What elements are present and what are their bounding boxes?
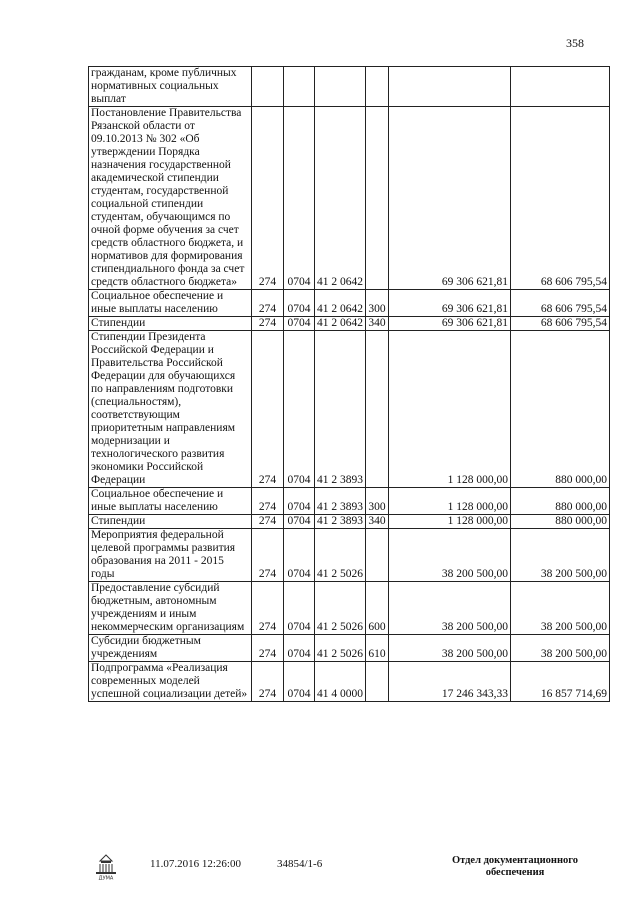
- row-sum-2015: 69 306 621,81: [389, 107, 511, 290]
- row-sum-2015: 69 306 621,81: [389, 317, 511, 331]
- row-article: 41 2 3893: [315, 331, 366, 488]
- row-article: 41 2 3893: [315, 488, 366, 515]
- row-article: 41 2 5026: [315, 529, 366, 582]
- row-sum-2015: [389, 67, 511, 107]
- row-sum-executed: 38 200 500,00: [511, 582, 610, 635]
- row-article: 41 2 0642: [315, 290, 366, 317]
- row-sum-executed: 880 000,00: [511, 515, 610, 529]
- row-sum-2015: 1 128 000,00: [389, 488, 511, 515]
- row-name: Постановление Правительства Рязанской области от 09.10.2013 № 302 «Об утверждении Порядка назначения государственной академической стипендии студентам, государственной социальной стипендии студентам, обучающимся по очной форме обучения за счет средств областного бюджета, и нормативов для формирования стипендиального фонда за счет средств областного бюджета»: [89, 107, 252, 290]
- row-code: 274: [252, 107, 284, 290]
- row-section: 0704: [284, 290, 315, 317]
- row-code: 274: [252, 662, 284, 702]
- row-type: [366, 331, 389, 488]
- row-type: [366, 107, 389, 290]
- logo-text: ДУМА: [98, 875, 114, 880]
- table-row: [89, 290, 610, 317]
- footer-document-code: 34854/1-6: [277, 858, 323, 870]
- row-sum-executed: 880 000,00: [511, 331, 610, 488]
- duma-building-icon: [92, 854, 120, 880]
- row-article: 41 2 5026: [315, 635, 366, 662]
- row-type: 600: [366, 582, 389, 635]
- row-name: Подпрограмма «Реализация современных моделей успешной социализации детей»: [89, 662, 252, 702]
- table-row: [89, 331, 610, 488]
- table-row: [89, 107, 610, 290]
- row-sum-executed: 38 200 500,00: [511, 529, 610, 582]
- row-code: 274: [252, 488, 284, 515]
- row-name: Мероприятия федеральной целевой программы развития образования на 2011 - 2015 годы: [89, 529, 252, 582]
- table-row: [89, 515, 610, 529]
- footer-department: Отдел документационного обеспечения: [451, 855, 579, 878]
- row-article: 41 2 3893: [315, 515, 366, 529]
- row-section: 0704: [284, 529, 315, 582]
- row-sum-2015: 38 200 500,00: [389, 529, 511, 582]
- budget-table-body: [89, 67, 610, 702]
- row-sum-2015: 17 246 343,33: [389, 662, 511, 702]
- row-article: [315, 67, 366, 107]
- row-type: 340: [366, 317, 389, 331]
- row-sum-2015: 69 306 621,81: [389, 290, 511, 317]
- row-section: 0704: [284, 662, 315, 702]
- row-sum-executed: 38 200 500,00: [511, 635, 610, 662]
- row-section: 0704: [284, 515, 315, 529]
- row-sum-2015: 38 200 500,00: [389, 635, 511, 662]
- row-code: 274: [252, 317, 284, 331]
- row-sum-executed: 68 606 795,54: [511, 317, 610, 331]
- row-type: [366, 67, 389, 107]
- row-section: 0704: [284, 488, 315, 515]
- row-code: [252, 67, 284, 107]
- table-row: [89, 529, 610, 582]
- row-code: 274: [252, 515, 284, 529]
- row-code: 274: [252, 290, 284, 317]
- row-name: Субсидии бюджетным учреждениям: [89, 635, 252, 662]
- row-type: 300: [366, 290, 389, 317]
- footer-timestamp: 11.07.2016 12:26:00: [150, 858, 241, 870]
- row-sum-executed: 68 606 795,54: [511, 290, 610, 317]
- row-type: 610: [366, 635, 389, 662]
- row-name: Стипендии Президента Российской Федерации и Правительства Российской Федерации для обучающихся по направлениям подготовки (специальностям), соответствующим приоритетным направлениям модернизации и технологического развития экономики Российской Федерации: [89, 331, 252, 488]
- row-sum-executed: 68 606 795,54: [511, 107, 610, 290]
- row-name: гражданам, кроме публичных нормативных социальных выплат: [89, 67, 252, 107]
- row-sum-2015: 1 128 000,00: [389, 515, 511, 529]
- row-code: 274: [252, 529, 284, 582]
- row-name: Социальное обеспечение и иные выплаты населению: [89, 488, 252, 515]
- row-type: 300: [366, 488, 389, 515]
- table-row: [89, 582, 610, 635]
- row-code: 274: [252, 331, 284, 488]
- row-type: [366, 529, 389, 582]
- row-type: [366, 662, 389, 702]
- table-row: [89, 488, 610, 515]
- row-section: 0704: [284, 107, 315, 290]
- row-code: 274: [252, 582, 284, 635]
- row-section: 0704: [284, 317, 315, 331]
- row-type: 340: [366, 515, 389, 529]
- row-article: 41 4 0000: [315, 662, 366, 702]
- row-sum-executed: 880 000,00: [511, 488, 610, 515]
- row-code: 274: [252, 635, 284, 662]
- row-section: [284, 67, 315, 107]
- row-sum-2015: 1 128 000,00: [389, 331, 511, 488]
- table-row: [89, 317, 610, 331]
- row-name: Стипендии: [89, 317, 252, 331]
- row-section: 0704: [284, 582, 315, 635]
- row-name: Стипендии: [89, 515, 252, 529]
- row-section: 0704: [284, 331, 315, 488]
- table-row: [89, 635, 610, 662]
- row-name: Предоставление субсидий бюджетным, автономным учреждениям и иным некоммерческим организациям: [89, 582, 252, 635]
- row-sum-2015: 38 200 500,00: [389, 582, 511, 635]
- row-article: 41 2 0642: [315, 107, 366, 290]
- row-article: 41 2 5026: [315, 582, 366, 635]
- row-sum-executed: 16 857 714,69: [511, 662, 610, 702]
- table-row: [89, 67, 610, 107]
- table-row: [89, 662, 610, 702]
- page-number: 358: [566, 36, 584, 50]
- row-name: Социальное обеспечение и иные выплаты населению: [89, 290, 252, 317]
- row-article: 41 2 0642: [315, 317, 366, 331]
- budget-table: [88, 66, 610, 702]
- row-sum-executed: [511, 67, 610, 107]
- row-section: 0704: [284, 635, 315, 662]
